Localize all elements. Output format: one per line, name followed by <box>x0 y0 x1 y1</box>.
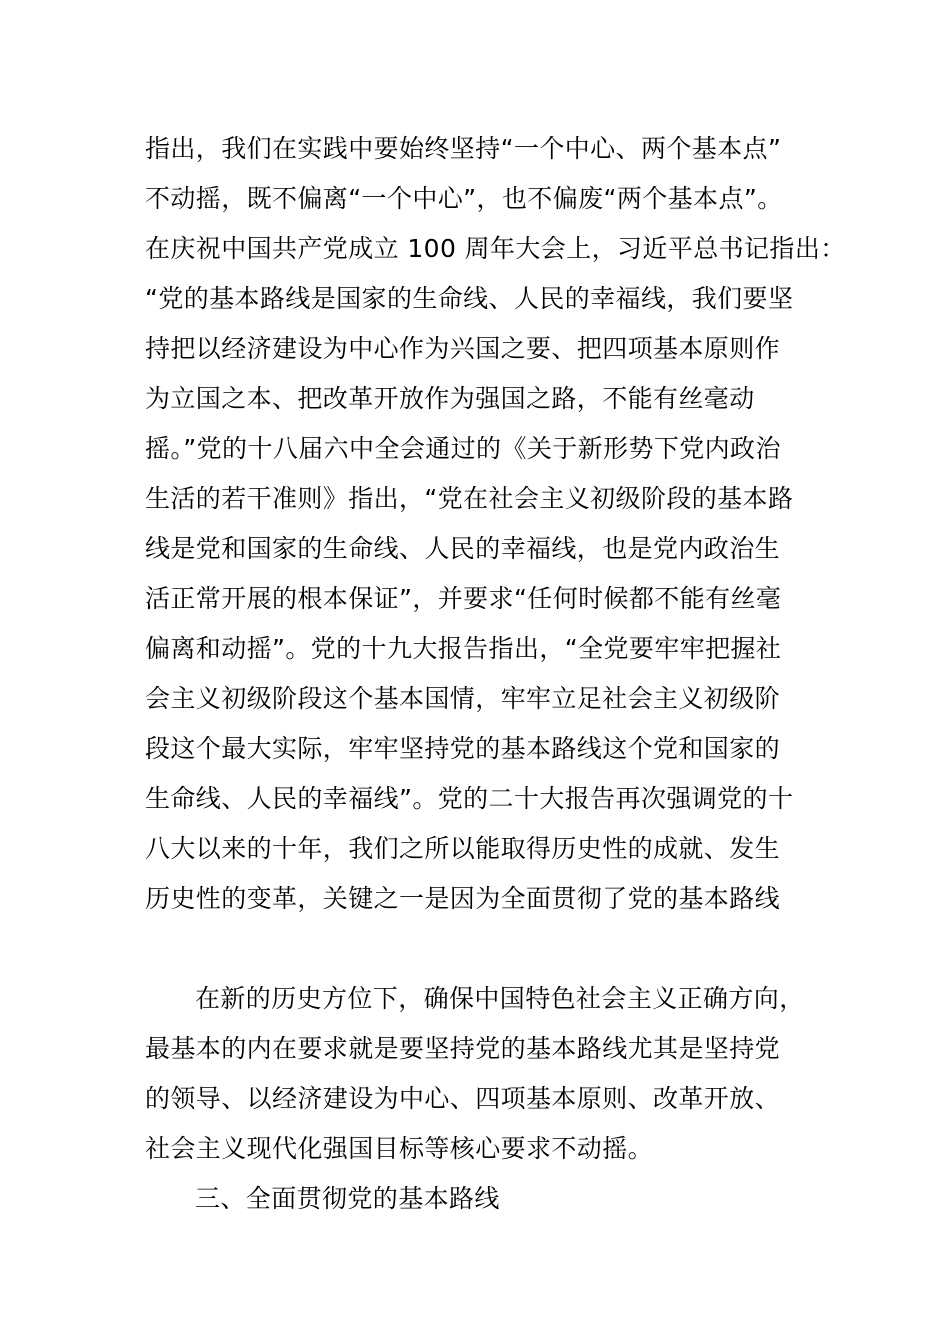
text-line: “党的基本路线是国家的生命线、人民的幸福线，我们要坚 <box>145 284 794 313</box>
text-line: 在庆祝中国共产党成立 100 周年大会上，习近平总书记指出： <box>145 234 846 263</box>
text-line: 的领导、以经济建设为中心、四项基本原则、改革开放、 <box>145 1084 781 1113</box>
text-line: 八大以来的十年，我们之所以能取得历史性的成就、发生 <box>145 834 781 863</box>
section-heading: 三、全面贯彻党的基本路线 <box>195 1184 500 1213</box>
text-line: 会主义初级阶段这个基本国情，牢牢立足社会主义初级阶 <box>145 684 781 713</box>
text-line: 生命线、人民的幸福线”。党的二十大报告再次强调党的十 <box>145 784 794 813</box>
text-line: 历史性的变革，关键之一是因为全面贯彻了党的基本路线 <box>145 884 781 913</box>
text-line: 偏离和动摇”。党的十九大报告指出，“全党要牢牢把握社 <box>145 634 782 663</box>
text-line: 线是党和国家的生命线、人民的幸福线，也是党内政治生 <box>145 534 781 563</box>
text-line: 最基本的内在要求就是要坚持党的基本路线尤其是坚持党 <box>145 1034 781 1063</box>
text-line: 为立国之本、把改革开放作为强国之路，不能有丝毫动 <box>145 384 755 413</box>
text-line: 持把以经济建设为中心作为兴国之要、把四项基本原则作 <box>145 334 781 363</box>
text-line: 摇。”党的十八届六中全会通过的《关于新形势下党内政治 <box>145 434 781 463</box>
text-line: 段这个最大实际，牢牢坚持党的基本路线这个党和国家的 <box>145 734 781 763</box>
text-line: 生活的若干准则》指出，“党在社会主义初级阶段的基本路 <box>145 484 794 513</box>
text-line: 活正常开展的根本保证”，并要求“任何时候都不能有丝毫 <box>145 584 782 613</box>
text-line: 不动摇，既不偏离“一个中心”，也不偏废“两个基本点”。 <box>145 184 783 213</box>
text-line: 在新的历史方位下，确保中国特色社会主义正确方向， <box>195 984 805 1013</box>
text-line: 社会主义现代化强国目标等核心要求不动摇。 <box>145 1134 654 1163</box>
text-line: 指出，我们在实践中要始终坚持“一个中心、两个基本点” <box>145 134 782 163</box>
